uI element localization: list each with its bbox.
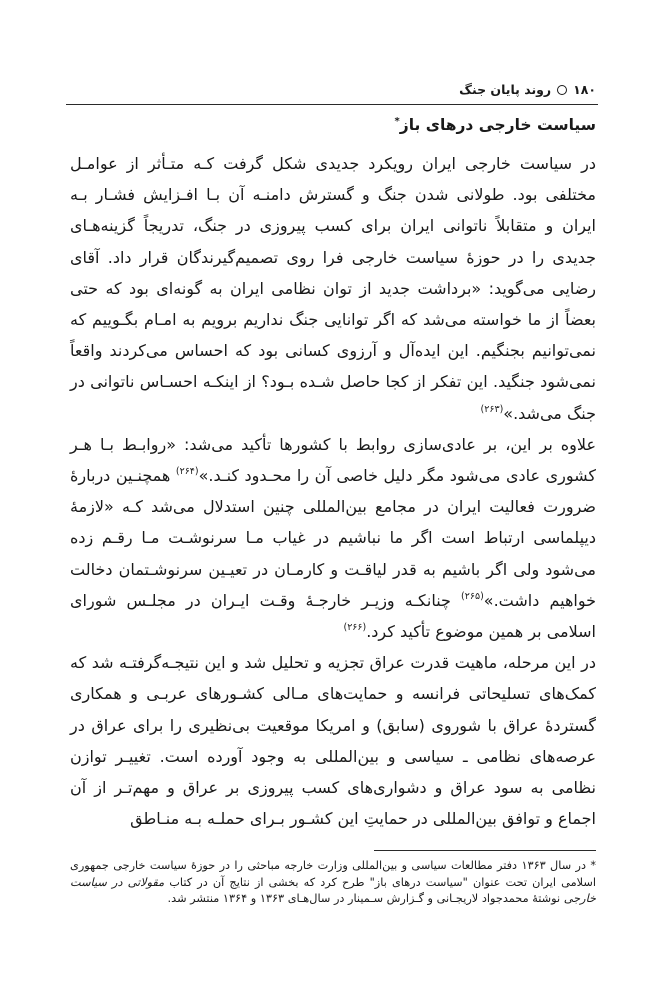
paragraph-1 <box>70 148 596 429</box>
citation-264: (۲۶۴) <box>175 466 199 478</box>
paragraph-2-part-1: علاوه بر این، بر عادی‌سازی روابط با کشورها تأکید می‌شد: «روابـط بـا هـر کشوری عادی می‌شود مگر دلیل خاصی آن را محـدود کنـد.» <box>70 434 596 486</box>
section-title <box>70 116 596 134</box>
citation-263: (۲۶۳) <box>480 403 504 415</box>
citation-266: (۲۶۶) <box>343 622 367 634</box>
page-number: ۱۸۰ <box>573 82 596 97</box>
running-title: روند پایان جنگ <box>459 82 552 97</box>
section-title-text: سیاست خارجی درهای باز <box>399 116 596 135</box>
paragraph-1-text: در سیاست خارجی ایران رویکرد جدیدی شکل گرفت کـه متـأثر از عوامـل مختلفی بود. طولانی شدن جنگ و گسترش دامنـه آن بـا افـزایش فشـار بـه ایران و متقابلاً ناتوانی ایران برای کسب پیروزی در جنگ، تدریجاً گزینه‌هـای جدیدی را در حوزۀ سیاست خارجی فرا روی تصمیم‌گیرندگان قرار داد. آقای رضایی می‌گوید: «برداشت جدید از توان نظامی ایران به گونه‌ای بود که حتی بعضاً از ما خواسته می‌شد که اگر توانایی جنگ نداریم برویم به امـام بگـوییم که نمی‌توانیم بجنگیم. این ایده‌آل و آرزوی کسانی بود که احساس می‌کردند واقعاً نمی‌شود جنگید. این تفکر از کجا حاصل شـده بـود؟ از اینکـه احسـاس ناتوانی در جنگ می‌شد.» <box>70 154 596 423</box>
paragraph-2-part-3: چنانکـه وزیـر خارجـۀ وقـت ایـران در مجلـس شورای اسلامی بر همین موضوع تأکید کرد. <box>70 590 596 642</box>
paragraph-2-part-2: همچنـین دربارۀ ضرورت فعالیت ایران در مجامع بین‌المللی چنین استدلال می‌شد کـه «لازمۀ دیپلماسی ارتباط است اگر ما نباشیم در غیاب مـا سرنوشـت مـا رقـم زده می‌شود ولی اگر باشیم به قدر لیاقـت و کارمـان در تعیـین سرنوشـتمان دخالت خواهیم داشت.» <box>70 466 596 610</box>
header-rule <box>66 104 598 105</box>
footnote-mark: * <box>394 116 400 127</box>
paragraph-3 <box>70 647 596 834</box>
footnote-book-title: مقولاتی در سیاست خارجی <box>70 875 596 905</box>
footnote <box>70 858 596 908</box>
footnote-rule <box>374 850 596 851</box>
citation-265: (۲۶۵) <box>461 590 484 602</box>
body-text <box>70 148 596 834</box>
paragraph-3-text: در این مرحله، ماهیت قدرت عراق تجزیه و تحلیل شد و این نتیجـه‌گرفتـه شد که کمک‌های تسلیحاتی فرانسه و حمایت‌های مـالی کشـورهای عربـی و همکاری گستردۀ عراق با شوروی (سابق) و امریکا موقعیت بی‌نظیری را برای عراق در عرصه‌های نظامی ـ سیاسی و بین‌المللی به وجود آورده است. تغییـر توازن نظامی به سود عراق و دشواری‌های کسب پیروزی بر عراق و مهم‌تـر از آن اجماع و توافق بین‌المللی در حمایتِ این کشـور بـرای حملـه بـه منـاطق <box>70 653 596 829</box>
running-head <box>459 82 596 97</box>
footnote-part-2: نوشتۀ محمدجواد لاریجـانی و گـزارش سـمینار در سال‌هـای ۱۳۶۳ و ۱۳۶۴ منتشر شد. <box>167 892 564 905</box>
footnote-part-1: * در سال ۱۳۶۳ دفتر مطالعات سیاسی و بین‌المللی وزارت خارجه مباحثی را در حوزۀ سیاست خارجی جمهوری اسلامی ایران تحت عنوان "سیاست درهای باز" طرح کرد که بخشی از نتایج آن در کتاب <box>70 859 596 889</box>
paragraph-2 <box>70 429 596 647</box>
circle-bullet-icon <box>557 85 567 95</box>
